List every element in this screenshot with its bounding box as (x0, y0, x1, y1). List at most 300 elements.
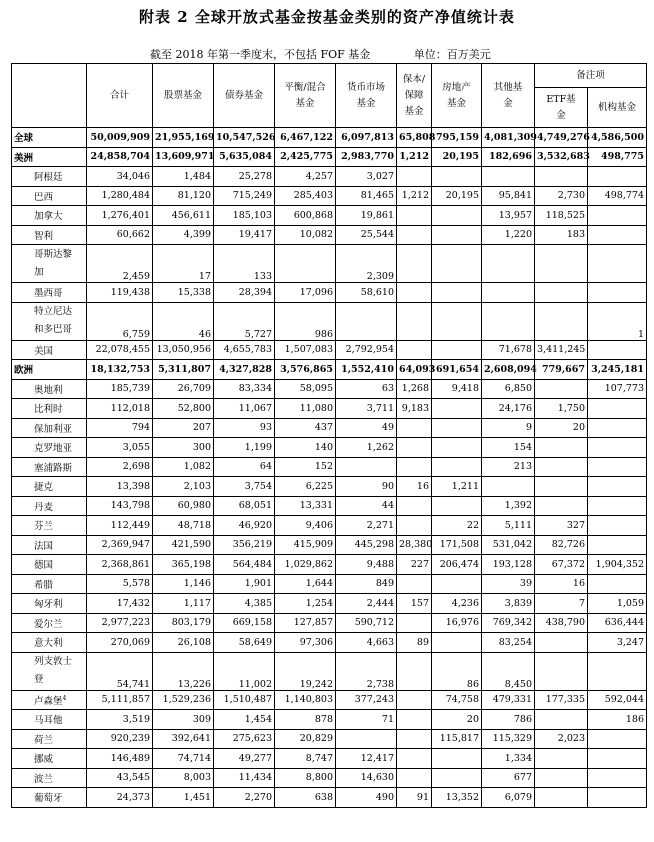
table-row (12, 613, 647, 633)
row-label (12, 749, 87, 769)
cell-balanced: 140 (275, 438, 336, 458)
cell-institutional (588, 418, 647, 438)
row-label-text: 智利 (34, 230, 54, 242)
cell-bond: 564,484 (214, 555, 275, 575)
cell-balanced: 3,576,865 (275, 360, 336, 380)
cell-balanced: 17,096 (275, 283, 336, 303)
cell-guaranteed (397, 457, 432, 477)
cell-other: 786 (482, 710, 535, 730)
cell-real-estate (432, 574, 482, 594)
cell-bond: 46,920 (214, 516, 275, 536)
cell-etf (535, 652, 588, 690)
cell-money-market: 71 (336, 710, 397, 730)
cell-bond: 1,454 (214, 710, 275, 730)
cell-other (482, 283, 535, 303)
cell-bond: 5,635,084 (214, 147, 275, 167)
cell-balanced: 986 (275, 302, 336, 340)
subtitle-unit: 单位：百万美元 (413, 48, 491, 61)
cell-balanced: 638 (275, 788, 336, 808)
table-row (12, 555, 647, 575)
table-row (12, 225, 647, 245)
cell-etf (535, 167, 588, 187)
cell-institutional: 1 (588, 302, 647, 340)
table-row (12, 729, 647, 749)
cell-guaranteed: 157 (397, 594, 432, 614)
cell-balanced: 1,254 (275, 594, 336, 614)
cell-equity: 1,117 (153, 594, 214, 614)
cell-institutional (588, 283, 647, 303)
cell-total: 270,069 (87, 633, 153, 653)
cell-real-estate (432, 245, 482, 283)
cell-real-estate (432, 399, 482, 419)
cell-real-estate (432, 749, 482, 769)
cell-money-market: 849 (336, 574, 397, 594)
cell-institutional (588, 225, 647, 245)
table-row (12, 633, 647, 653)
cell-equity: 4,399 (153, 225, 214, 245)
cell-bond: 28,394 (214, 283, 275, 303)
cell-institutional (588, 477, 647, 497)
cell-money-market: 90 (336, 477, 397, 497)
cell-bond: 11,002 (214, 652, 275, 690)
table-row (12, 167, 647, 187)
cell-money-market: 58,610 (336, 283, 397, 303)
row-label (12, 496, 87, 516)
cell-total: 6,759 (87, 302, 153, 340)
cell-etf (535, 438, 588, 458)
nav-statistics-table (11, 63, 647, 808)
cell-equity: 13,050,956 (153, 340, 214, 360)
cell-money-market: 3,027 (336, 167, 397, 187)
cell-etf (535, 749, 588, 769)
cell-etf: 82,726 (535, 535, 588, 555)
cell-total: 112,449 (87, 516, 153, 536)
cell-institutional: 107,773 (588, 379, 647, 399)
cell-other: 1,220 (482, 225, 535, 245)
row-label (12, 167, 87, 187)
row-label (12, 516, 87, 536)
cell-guaranteed (397, 245, 432, 283)
cell-etf (535, 379, 588, 399)
cell-total: 112,018 (87, 399, 153, 419)
cell-money-market: 12,417 (336, 749, 397, 769)
table-row (12, 710, 647, 730)
cell-balanced: 9,406 (275, 516, 336, 536)
cell-total: 54,741 (87, 652, 153, 690)
cell-balanced: 127,857 (275, 613, 336, 633)
cell-total: 2,459 (87, 245, 153, 283)
cell-etf (535, 633, 588, 653)
table-body (12, 128, 647, 808)
row-label-text: 保加利亚 (34, 423, 73, 435)
footnote-marker: 4 (62, 694, 67, 702)
cell-guaranteed (397, 749, 432, 769)
cell-equity: 46 (153, 302, 214, 340)
header-memo: 备注项 (535, 64, 647, 88)
row-label (12, 379, 87, 399)
cell-total: 920,239 (87, 729, 153, 749)
cell-total: 146,489 (87, 749, 153, 769)
row-label-text: 挪威 (34, 754, 54, 766)
cell-total: 2,369,947 (87, 535, 153, 555)
cell-guaranteed: 1,212 (397, 147, 432, 167)
cell-real-estate: 206,474 (432, 555, 482, 575)
cell-bond: 4,327,828 (214, 360, 275, 380)
row-label-text: 法国 (34, 540, 54, 552)
cell-equity: 52,800 (153, 399, 214, 419)
cell-money-market: 3,711 (336, 399, 397, 419)
cell-balanced (275, 245, 336, 283)
table-row (12, 186, 647, 206)
table-row (12, 245, 647, 283)
row-label (12, 768, 87, 788)
cell-balanced: 10,082 (275, 225, 336, 245)
cell-guaranteed: 9,183 (397, 399, 432, 419)
row-label (12, 283, 87, 303)
cell-money-market: 2,792,954 (336, 340, 397, 360)
cell-real-estate: 691,654 (432, 360, 482, 380)
row-label-text: 波兰 (34, 773, 54, 785)
cell-other (482, 245, 535, 283)
cell-bond: 4,385 (214, 594, 275, 614)
cell-guaranteed (397, 340, 432, 360)
cell-guaranteed: 1,212 (397, 186, 432, 206)
cell-balanced: 152 (275, 457, 336, 477)
row-label (12, 652, 87, 690)
cell-money-market: 19,861 (336, 206, 397, 226)
cell-real-estate: 86 (432, 652, 482, 690)
table-row (12, 457, 647, 477)
cell-institutional: 3,245,181 (588, 360, 647, 380)
cell-bond: 58,649 (214, 633, 275, 653)
cell-other: 531,042 (482, 535, 535, 555)
row-label (12, 729, 87, 749)
cell-equity: 13,609,971 (153, 147, 214, 167)
table-row (12, 340, 647, 360)
cell-other (482, 302, 535, 340)
cell-institutional (588, 516, 647, 536)
cell-other: 71,678 (482, 340, 535, 360)
cell-bond: 715,249 (214, 186, 275, 206)
cell-money-market: 49 (336, 418, 397, 438)
cell-total: 3,519 (87, 710, 153, 730)
cell-real-estate: 795,159 (432, 128, 482, 148)
table-row (12, 652, 647, 690)
document-title: 附表 2 全球开放式基金按基金类别的资产净值统计表 (139, 8, 515, 26)
cell-bond: 11,067 (214, 399, 275, 419)
cell-bond: 275,623 (214, 729, 275, 749)
cell-money-market: 2,271 (336, 516, 397, 536)
cell-bond: 2,270 (214, 788, 275, 808)
cell-equity: 15,338 (153, 283, 214, 303)
cell-guaranteed: 65,808 (397, 128, 432, 148)
cell-institutional (588, 729, 647, 749)
cell-money-market: 44 (336, 496, 397, 516)
cell-etf (535, 283, 588, 303)
cell-real-estate (432, 438, 482, 458)
cell-balanced: 8,800 (275, 768, 336, 788)
cell-bond: 11,434 (214, 768, 275, 788)
cell-guaranteed (397, 613, 432, 633)
cell-equity: 5,311,807 (153, 360, 214, 380)
cell-guaranteed (397, 768, 432, 788)
table-row (12, 516, 647, 536)
cell-total: 2,368,861 (87, 555, 153, 575)
row-label-text: 丹麦 (34, 501, 54, 513)
cell-real-estate (432, 225, 482, 245)
cell-etf (535, 710, 588, 730)
table-row (12, 360, 647, 380)
row-label (12, 710, 87, 730)
cell-other: 13,957 (482, 206, 535, 226)
table-subtitle (150, 46, 491, 62)
cell-total: 24,373 (87, 788, 153, 808)
row-label (12, 788, 87, 808)
row-label-text: 巴西 (34, 191, 54, 203)
cell-institutional: 498,774 (588, 186, 647, 206)
cell-equity: 456,611 (153, 206, 214, 226)
cell-other: 6,850 (482, 379, 535, 399)
cell-bond: 25,278 (214, 167, 275, 187)
row-label-text: 德国 (34, 560, 54, 572)
header-region (12, 64, 87, 128)
cell-real-estate (432, 167, 482, 187)
table-row (12, 749, 647, 769)
cell-real-estate: 20,195 (432, 186, 482, 206)
cell-equity: 207 (153, 418, 214, 438)
cell-real-estate: 171,508 (432, 535, 482, 555)
cell-balanced: 437 (275, 418, 336, 438)
cell-guaranteed (397, 206, 432, 226)
cell-total: 143,798 (87, 496, 153, 516)
cell-guaranteed (397, 710, 432, 730)
cell-money-market: 445,298 (336, 535, 397, 555)
subtitle-scope: 截至 2018 年第一季度末，不包括 FOF 基金 (150, 48, 371, 61)
row-label-text: 美洲 (14, 152, 34, 164)
cell-institutional: 1,904,352 (588, 555, 647, 575)
cell-real-estate: 9,418 (432, 379, 482, 399)
row-label-text: 葡萄牙 (34, 793, 63, 805)
cell-equity: 26,108 (153, 633, 214, 653)
cell-equity: 1,082 (153, 457, 214, 477)
cell-real-estate: 20,195 (432, 147, 482, 167)
cell-money-market: 2,738 (336, 652, 397, 690)
cell-guaranteed (397, 225, 432, 245)
cell-real-estate: 16,976 (432, 613, 482, 633)
row-label (12, 555, 87, 575)
row-label (12, 340, 87, 360)
cell-real-estate: 1,211 (432, 477, 482, 497)
cell-other: 24,176 (482, 399, 535, 419)
cell-equity: 60,980 (153, 496, 214, 516)
cell-real-estate: 4,236 (432, 594, 482, 614)
cell-balanced: 11,080 (275, 399, 336, 419)
cell-balanced: 285,403 (275, 186, 336, 206)
header-other: 其他基 金 (482, 64, 535, 128)
cell-bond: 1,199 (214, 438, 275, 458)
cell-etf: 2,023 (535, 729, 588, 749)
table-row (12, 496, 647, 516)
cell-money-market: 2,983,770 (336, 147, 397, 167)
row-label-text: 希腊 (34, 579, 54, 591)
cell-total: 22,078,455 (87, 340, 153, 360)
cell-balanced: 19,242 (275, 652, 336, 690)
row-label-text: 阿根廷 (34, 172, 63, 184)
cell-etf: 327 (535, 516, 588, 536)
table-row (12, 128, 647, 148)
cell-guaranteed (397, 729, 432, 749)
cell-guaranteed: 89 (397, 633, 432, 653)
cell-balanced: 1,644 (275, 574, 336, 594)
cell-institutional: 1,059 (588, 594, 647, 614)
row-label-text: 塞浦路斯 (34, 462, 73, 474)
cell-total: 5,578 (87, 574, 153, 594)
cell-equity: 1,529,236 (153, 690, 214, 710)
cell-guaranteed (397, 496, 432, 516)
cell-guaranteed (397, 690, 432, 710)
cell-bond: 49,277 (214, 749, 275, 769)
cell-money-market (336, 729, 397, 749)
cell-equity: 81,120 (153, 186, 214, 206)
cell-other: 154 (482, 438, 535, 458)
cell-other: 83,254 (482, 633, 535, 653)
cell-guaranteed: 64,093 (397, 360, 432, 380)
cell-equity: 17 (153, 245, 214, 283)
cell-equity: 13,226 (153, 652, 214, 690)
cell-guaranteed (397, 438, 432, 458)
header-real-estate: 房地产 基金 (432, 64, 482, 128)
row-label (12, 302, 87, 340)
cell-etf (535, 245, 588, 283)
cell-real-estate (432, 768, 482, 788)
cell-etf: 4,749,276 (535, 128, 588, 148)
cell-real-estate (432, 206, 482, 226)
cell-institutional (588, 768, 647, 788)
cell-money-market: 81,465 (336, 186, 397, 206)
cell-real-estate: 13,352 (432, 788, 482, 808)
cell-balanced: 58,095 (275, 379, 336, 399)
cell-total: 794 (87, 418, 153, 438)
cell-balanced: 2,425,775 (275, 147, 336, 167)
cell-institutional (588, 457, 647, 477)
cell-institutional (588, 206, 647, 226)
table-row (12, 690, 647, 710)
cell-etf (535, 768, 588, 788)
cell-total: 34,046 (87, 167, 153, 187)
row-label-text: 芬兰 (34, 521, 54, 533)
cell-etf: 1,750 (535, 399, 588, 419)
cell-money-market: 1,552,410 (336, 360, 397, 380)
cell-guaranteed (397, 418, 432, 438)
cell-equity: 392,641 (153, 729, 214, 749)
cell-equity: 1,451 (153, 788, 214, 808)
cell-real-estate: 74,758 (432, 690, 482, 710)
cell-guaranteed (397, 516, 432, 536)
cell-equity: 309 (153, 710, 214, 730)
cell-guaranteed: 91 (397, 788, 432, 808)
cell-bond: 356,219 (214, 535, 275, 555)
cell-money-market: 2,309 (336, 245, 397, 283)
cell-guaranteed (397, 652, 432, 690)
cell-money-market: 9,488 (336, 555, 397, 575)
cell-guaranteed: 28,380 (397, 535, 432, 555)
cell-other: 6,079 (482, 788, 535, 808)
header-balanced: 平衡/混合 基金 (275, 64, 336, 128)
cell-bond: 10,547,526 (214, 128, 275, 148)
row-label-text: 荷兰 (34, 734, 54, 746)
row-label-text: 意大利 (34, 638, 63, 650)
cell-guaranteed (397, 574, 432, 594)
cell-equity: 74,714 (153, 749, 214, 769)
cell-bond: 3,754 (214, 477, 275, 497)
row-label (12, 594, 87, 614)
cell-total: 3,055 (87, 438, 153, 458)
row-label (12, 186, 87, 206)
cell-money-market: 14,630 (336, 768, 397, 788)
cell-money-market: 590,712 (336, 613, 397, 633)
cell-total: 2,977,223 (87, 613, 153, 633)
cell-total: 17,432 (87, 594, 153, 614)
row-label (12, 477, 87, 497)
row-label-text: 比利时 (34, 404, 63, 416)
cell-real-estate (432, 302, 482, 340)
cell-balanced: 415,909 (275, 535, 336, 555)
cell-etf: 16 (535, 574, 588, 594)
row-label-text: 欧洲 (14, 365, 34, 377)
cell-bond: 1,510,487 (214, 690, 275, 710)
cell-institutional (588, 399, 647, 419)
row-label (12, 206, 87, 226)
cell-total: 43,545 (87, 768, 153, 788)
cell-money-market (336, 302, 397, 340)
table-row (12, 206, 647, 226)
row-label (12, 399, 87, 419)
cell-real-estate (432, 633, 482, 653)
cell-real-estate (432, 283, 482, 303)
cell-balanced: 1,140,803 (275, 690, 336, 710)
cell-institutional (588, 340, 647, 360)
cell-equity: 365,198 (153, 555, 214, 575)
cell-total: 24,858,704 (87, 147, 153, 167)
header-institutional: 机构基金 (588, 88, 647, 128)
cell-total: 1,280,484 (87, 186, 153, 206)
cell-balanced: 6,467,122 (275, 128, 336, 148)
row-label (12, 418, 87, 438)
cell-equity: 1,484 (153, 167, 214, 187)
cell-guaranteed: 16 (397, 477, 432, 497)
row-label-text: 捷克 (34, 482, 54, 494)
row-label (12, 438, 87, 458)
row-label-text: 墨西哥 (34, 288, 63, 300)
row-label-text: 特立尼达 (34, 306, 73, 317)
row-label (12, 535, 87, 555)
cell-other: 39 (482, 574, 535, 594)
cell-institutional (588, 167, 647, 187)
row-label-text: 克罗地亚 (34, 443, 73, 455)
cell-etf: 779,667 (535, 360, 588, 380)
cell-bond: 185,103 (214, 206, 275, 226)
cell-real-estate (432, 457, 482, 477)
table-row (12, 594, 647, 614)
cell-balanced: 8,747 (275, 749, 336, 769)
cell-equity: 48,718 (153, 516, 214, 536)
header-equity: 股票基金 (153, 64, 214, 128)
cell-etf: 67,372 (535, 555, 588, 575)
row-label-text: 美国 (34, 345, 54, 357)
cell-real-estate: 22 (432, 516, 482, 536)
cell-guaranteed: 1,268 (397, 379, 432, 399)
row-label-text: 列支敦士 (34, 656, 73, 667)
